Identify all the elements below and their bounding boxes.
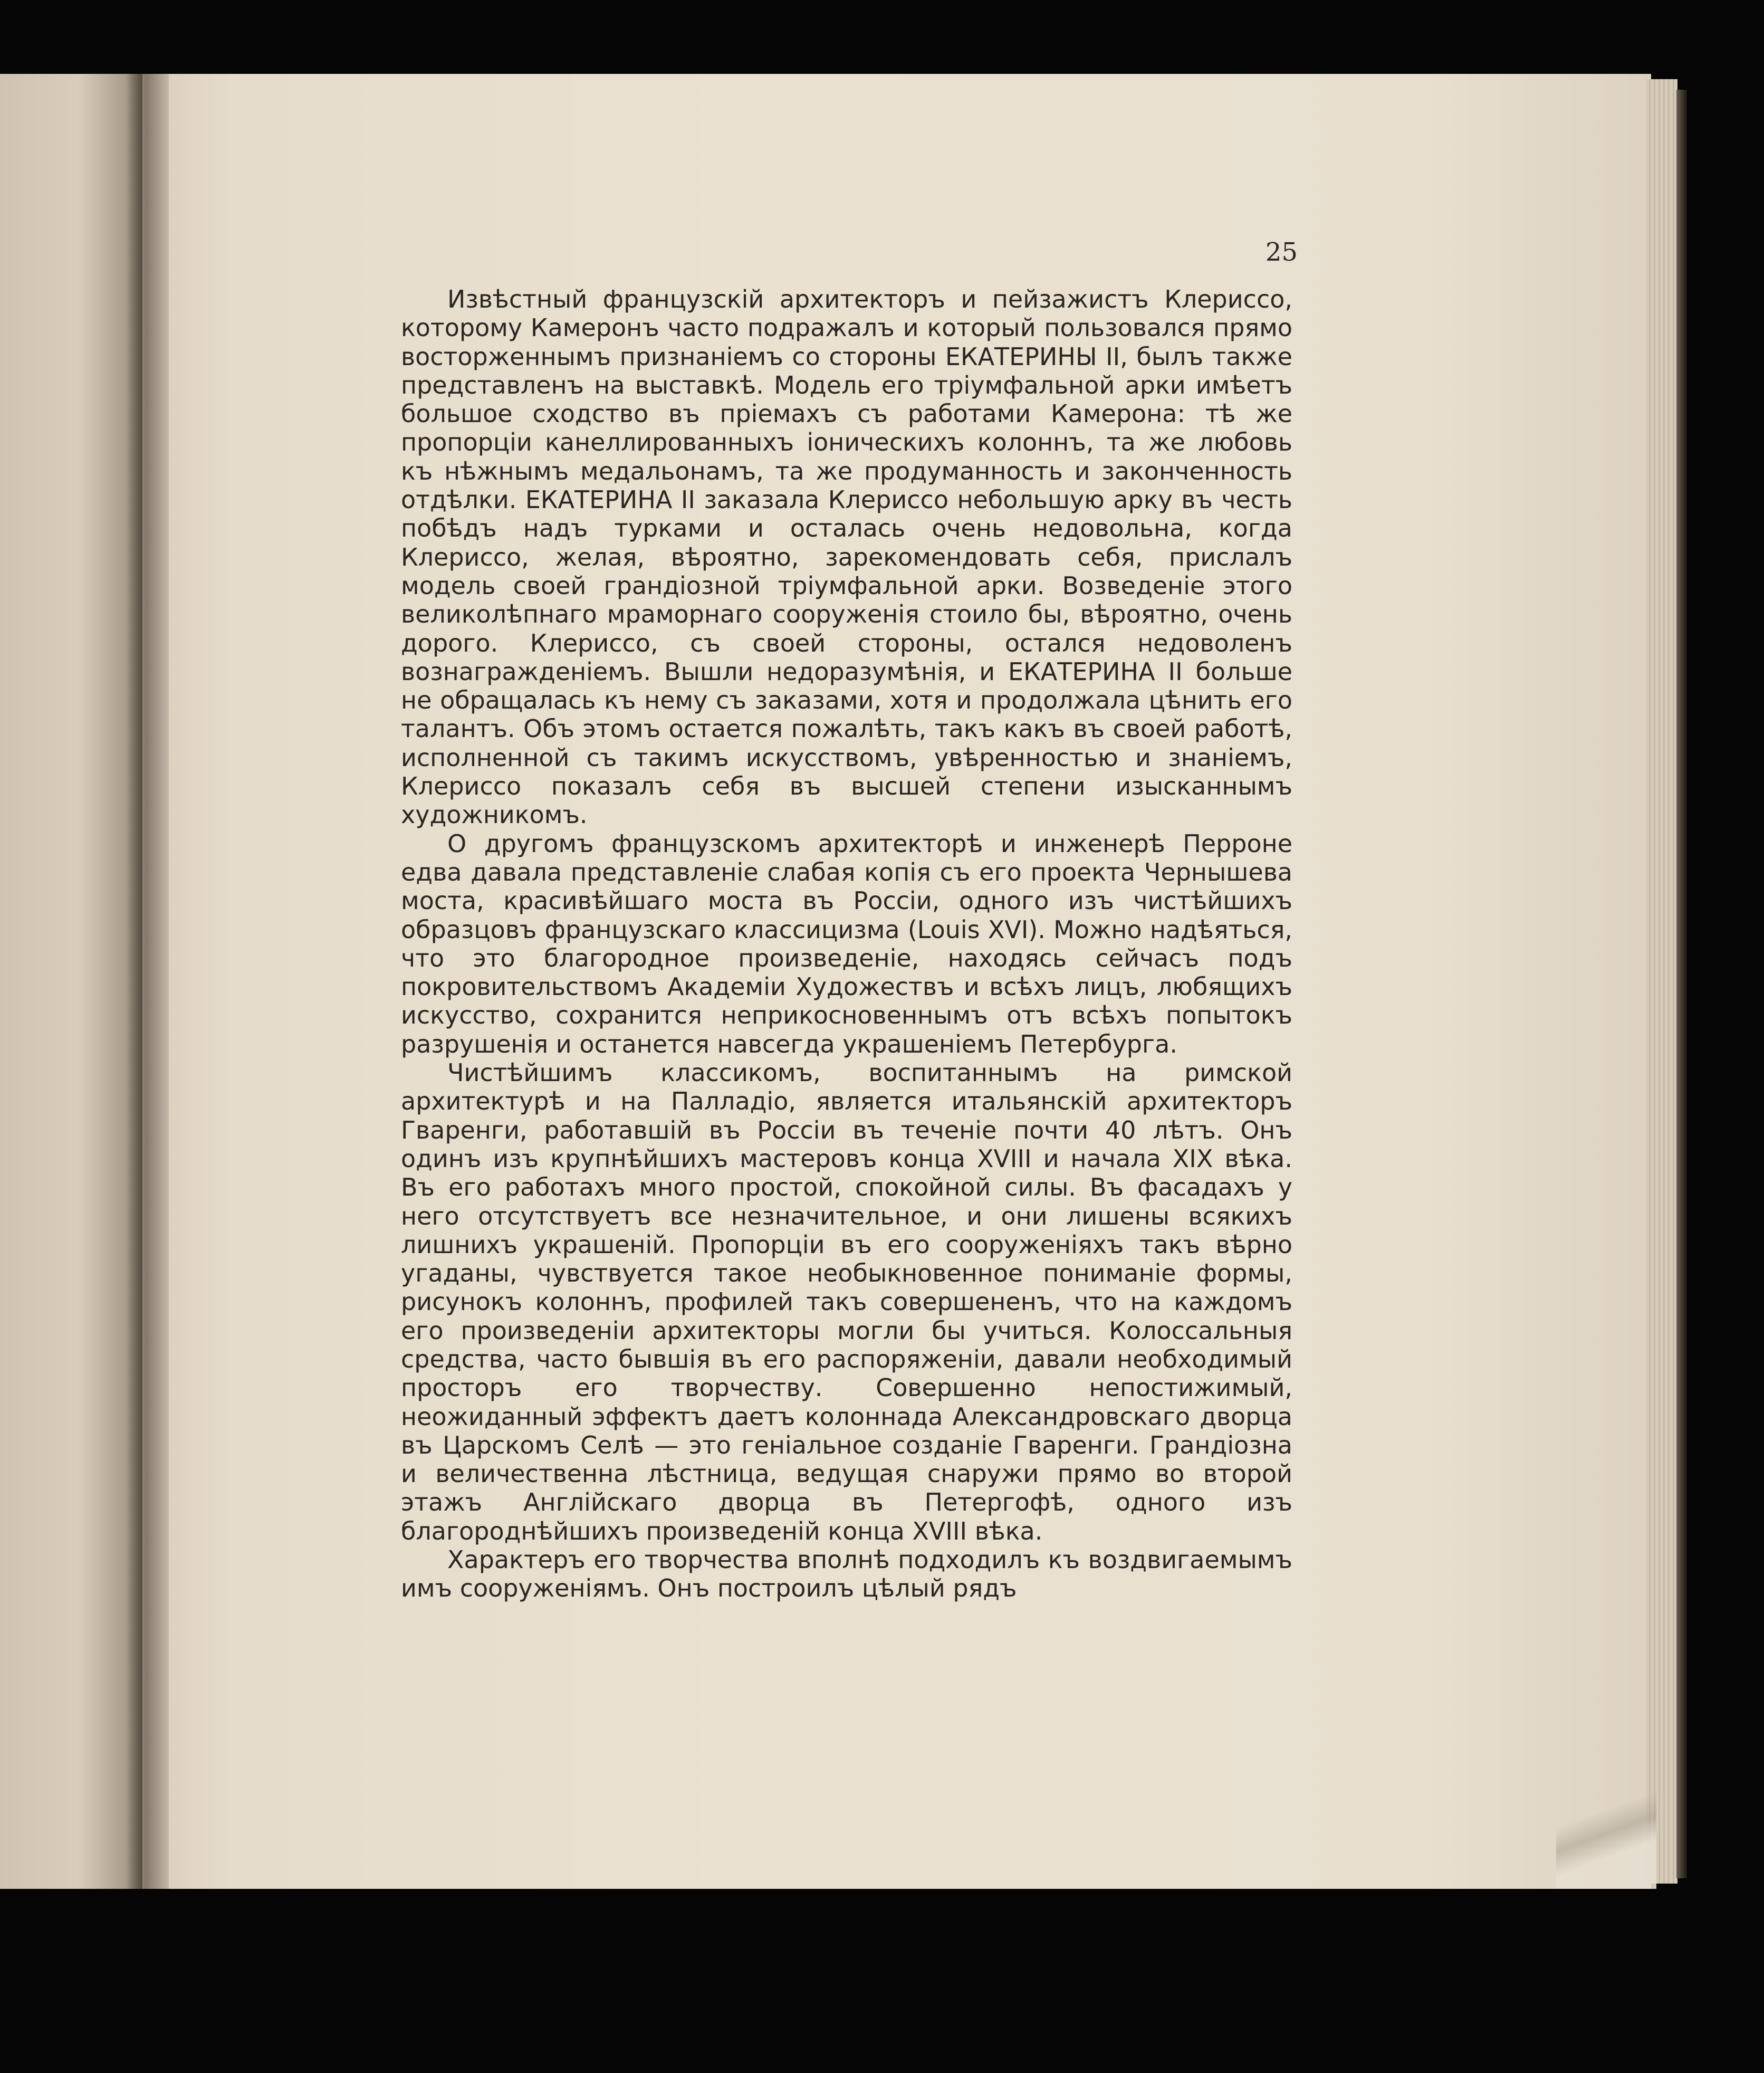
body-text <box>401 285 1292 1603</box>
page-number: 25 <box>1265 237 1298 267</box>
previous-page-edge <box>0 74 142 1889</box>
page-stack-shadow <box>1676 90 1687 1878</box>
paragraph-perronet: О другомъ французскомъ архитекторѣ и инженерѣ Перроне едва давала представленіе слабая копія съ его проекта Чернышева моста, красивѣйшаго моста въ Россіи, одного изъ чистѣйшихъ образцовъ французскаго классицизма (Louis XVI). Можно надѣяться, что это благородное произведеніе, находясь сейчасъ подъ покровительствомъ Академіи Художествъ и всѣхъ лицъ, любящихъ искусство, сохранится неприкосновеннымъ отъ всѣхъ попытокъ разрушенія и останется навсегда украшеніемъ Петербурга. <box>401 829 1292 1058</box>
paragraph-clerisseau: Извѣстный французскій архитекторъ и пейзажистъ Клериссо, которому Камеронъ часто подражалъ и который пользовался прямо восторженнымъ признаніемъ со стороны ЕКАТЕРИНЫ II, былъ также представленъ на выставкѣ. Модель его тріумфальной арки имѣетъ большое сходство въ пріемахъ съ работами Камерона: тѣ же пропорціи канеллированныхъ іоническихъ колоннъ, та же любовь къ нѣжнымъ медальонамъ, та же продуманность и законченность отдѣлки. ЕКАТЕРИНА II заказала Клериссо небольшую арку въ честь побѣдъ надъ турками и осталась очень недовольна, когда Клериссо, желая, вѣроятно, зарекомендовать себя, прислалъ модель своей грандіозной тріумфальной арки. Возведеніе этого великолѣпнаго мраморнаго сооруженія стоило бы, вѣроятно, очень дорого. Клериссо, съ своей стороны, остался недоволенъ вознагражденіемъ. Вышли недоразумѣнія, и ЕКАТЕРИНА II больше не обращалась къ нему съ заказами, хотя и продолжала цѣнить его талантъ. Объ этомъ остается пожалѣть, такъ какъ въ своей работѣ, исполненной съ такимъ искусствомъ, увѣренностью и знаніемъ, Клериссо показалъ себя въ высшей степени изысканнымъ художникомъ. <box>401 285 1292 829</box>
book-gutter-shadow <box>127 74 169 1889</box>
page-stack-edges <box>1646 79 1677 1884</box>
paragraph-character: Характеръ его творчества вполнѣ подходилъ къ воздвигаемымъ имъ сооруженіямъ. Онъ построилъ цѣлый рядъ <box>401 1545 1292 1603</box>
paragraph-quarenghi: Чистѣйшимъ классикомъ, воспитаннымъ на римской архитектурѣ и на Палладіо, является итальянскій архитекторъ Гваренги, работавшій въ Россіи въ теченіе почти 40 лѣтъ. Онъ одинъ изъ крупнѣйшихъ мастеровъ конца XVIII и начала XIX вѣка. Въ его работахъ много простой, спокойной силы. Въ фасадахъ у него отсутствуетъ все незначительное, и они лишены всякихъ лишнихъ украшеній. Пропорціи въ его сооруженіяхъ такъ вѣрно угаданы, чувствуется такое необыкновенное пониманіе формы, рисунокъ колоннъ, профилей такъ совершененъ, что на каждомъ его произведеніи архитекторы могли бы учиться. Колоссальныя средства, часто бывшія въ его распоряженіи, давали необходимый просторъ его творчеству. Совершенно непостижимый, неожиданный эффектъ даетъ колоннада Александровскаго дворца въ Царскомъ Селѣ — это геніальное созданіе Гваренги. Грандіозна и величественна лѣстница, ведущая снаружи прямо во второй этажъ Англійскаго дворца въ Петергофѣ, одного изъ благороднѣйшихъ произведеній конца XVIII вѣка. <box>401 1058 1292 1545</box>
curled-page-corner <box>1556 1762 1656 1889</box>
